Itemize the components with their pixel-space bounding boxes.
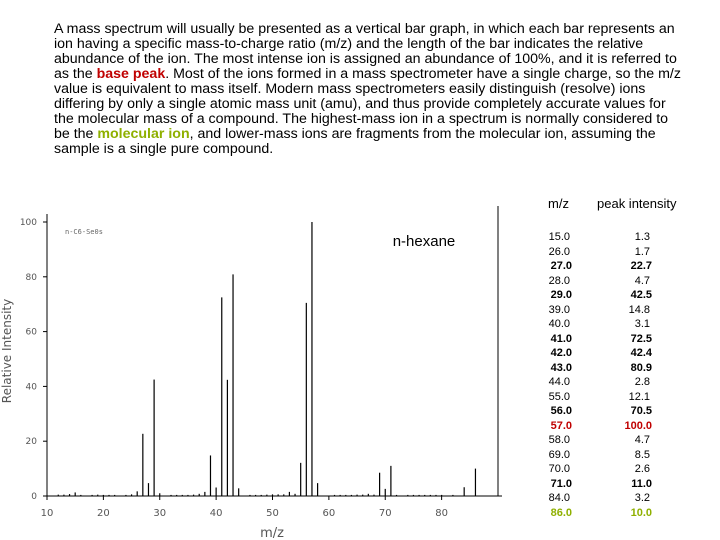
table-intensity-cell: 4.7 <box>634 274 650 287</box>
x-tick-label: 10 <box>40 508 54 519</box>
x-tick-label: 20 <box>97 508 110 519</box>
table-mz-cell: 40.0 <box>548 318 570 330</box>
table-mz-cell: 41.0 <box>550 332 572 345</box>
table-mz-cell: 44.0 <box>548 376 570 388</box>
table-mz-cell: 86.0 <box>550 506 572 519</box>
table-intensity-cell: 42.4 <box>630 347 652 359</box>
table-mz-cell: 27.0 <box>550 260 572 272</box>
table-intensity-cell: 100.0 <box>624 419 652 432</box>
table-intensity-cell: 11.0 <box>631 477 652 490</box>
table-mz-cell: 15.0 <box>548 231 570 243</box>
table-intensity-cell: 4.7 <box>634 434 650 446</box>
inset-label: n-C6-Se0s <box>65 228 103 236</box>
x-tick-label: 80 <box>435 508 448 519</box>
x-axis-label: m/z <box>260 526 284 540</box>
table-mz-cell: 70.0 <box>548 463 570 475</box>
table-intensity-cell: 3.2 <box>634 492 650 504</box>
chart-axes <box>43 206 502 500</box>
x-tick-label: 50 <box>266 508 279 519</box>
x-tick-label: 40 <box>209 508 223 519</box>
table-intensity-cell: 14.8 <box>628 303 650 316</box>
table-mz-cell: 69.0 <box>548 448 570 461</box>
table-intensity-cell: 70.5 <box>630 405 652 417</box>
table-mz-cell: 58.0 <box>548 434 570 446</box>
table-mz-cell: 57.0 <box>550 419 572 432</box>
chart-bars <box>58 222 475 496</box>
table-intensity-cell: 2.6 <box>634 463 650 475</box>
y-tick-label: 0 <box>31 492 37 502</box>
header-mz: m/z <box>548 196 569 211</box>
table-mz-cell: 26.0 <box>548 245 570 258</box>
mass-spectrum-chart <box>0 196 540 540</box>
table-intensity-cell: 80.9 <box>630 361 652 374</box>
molecular-ion-term: molecular ion <box>97 126 190 142</box>
table-intensity-cell: 10.0 <box>630 506 652 519</box>
table-intensity-cell: 72.5 <box>630 332 652 345</box>
intro-text-1: A mass spectrum will usually be presented as a vertical bar graph, in which each bar represents an ion having a specific mass-to-charge ratio (m/z) and the length of the bar indicates the relative abundance of the ion. The most intense ion is assigned an abundance of 100%, and it is referred to as the <box>54 21 677 82</box>
intro-text-2: . Most of the ions formed in a mass spectrometer have a single charge, so the m/z value is equivalent to mass itself. Modern mass spectrometers easily distinguish (resolve) ions differing by only a single atomic mass unit (amu), and thus provide completely accurate values for the molecular mass of a compound. The highest-mass ion in a spectrum is normally considered to be the <box>54 66 681 142</box>
y-tick-label: 40 <box>25 382 37 393</box>
table-intensity-cell: 22.7 <box>630 260 652 272</box>
table-intensity-cell: 1.3 <box>634 231 650 243</box>
table-intensity-cell: 3.1 <box>634 318 650 330</box>
intro-text-3: , and lower-mass ions are fragments from the molecular ion, assuming the sample is a single pure compound. <box>54 126 656 157</box>
table-intensity-cell: 12.1 <box>628 390 650 403</box>
x-tick-label: 60 <box>322 508 336 519</box>
y-tick-label: 20 <box>25 437 37 448</box>
intro-paragraph <box>54 22 684 157</box>
x-tick-label: 30 <box>153 508 167 519</box>
table-intensity-cell: 8.5 <box>634 448 650 461</box>
table-mz-cell: 84.0 <box>548 492 570 504</box>
header-intensity: peak intensity <box>597 196 677 211</box>
chart-title: n-hexane <box>392 233 456 250</box>
y-tick-label: 100 <box>19 218 37 228</box>
table-mz-cell: 71.0 <box>550 477 572 490</box>
table-mz-cell: 42.0 <box>550 347 572 359</box>
table-mz-cell: 56.0 <box>550 405 572 417</box>
table-mz-cell: 39.0 <box>548 303 570 316</box>
table-mz-cell: 43.0 <box>550 361 572 374</box>
y-axis-label: Relative Intensity <box>0 298 14 404</box>
table-intensity-cell: 1.7 <box>634 245 650 258</box>
table-mz-cell: 29.0 <box>550 289 572 301</box>
y-tick-label: 60 <box>25 327 37 338</box>
table-intensity-cell: 2.8 <box>634 376 650 388</box>
y-tick-label: 80 <box>25 272 37 283</box>
table-intensity-cell: 42.5 <box>630 289 652 301</box>
table-mz-cell: 28.0 <box>548 274 570 287</box>
x-tick-label: 70 <box>378 508 392 519</box>
base-peak-term: base peak <box>96 66 166 82</box>
table-mz-cell: 55.0 <box>548 390 570 403</box>
